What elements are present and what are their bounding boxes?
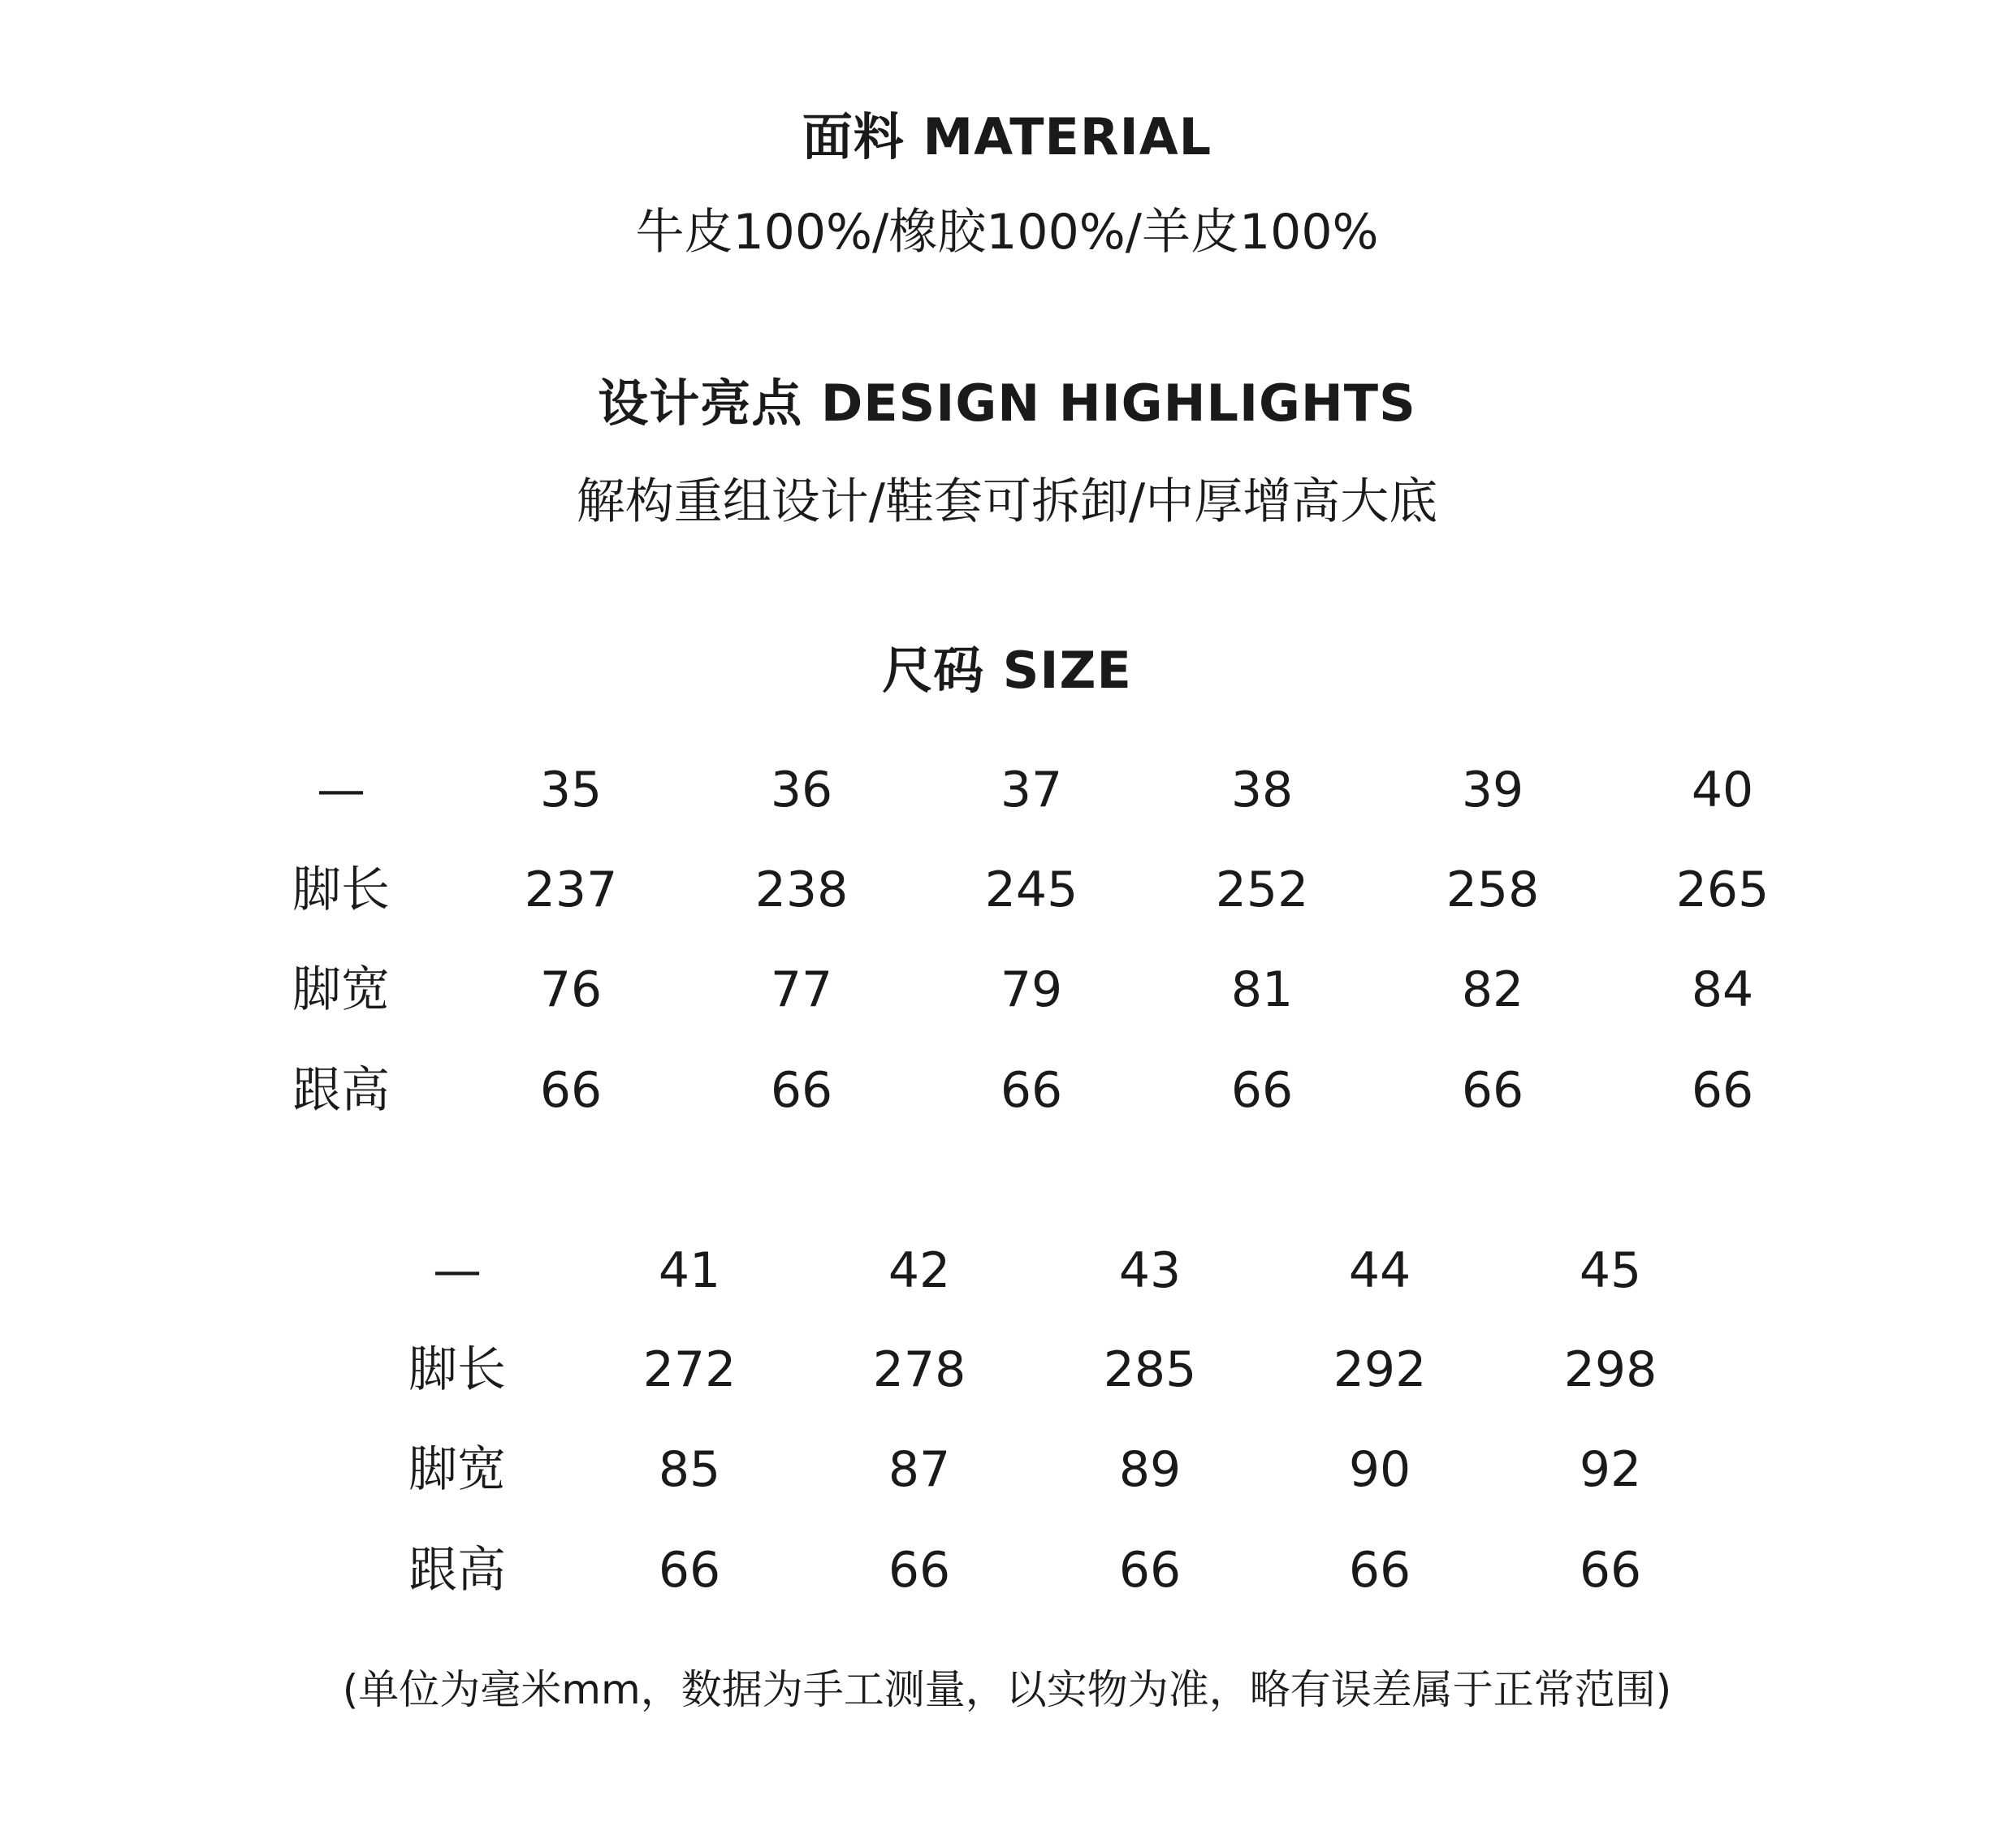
table-cell: 66: [1230, 1062, 1294, 1119]
header-cell: 37: [1000, 762, 1063, 818]
material-title: 面料 MATERIAL: [802, 107, 1212, 166]
table-cell: 79: [1000, 961, 1063, 1018]
table-cell: 265: [1675, 861, 1770, 918]
table-header-row: [0, 1242, 2014, 1303]
table-cell: 84: [1691, 961, 1754, 1018]
table-row: [0, 1542, 2014, 1603]
table-row: [0, 1341, 2014, 1402]
header-cell: 36: [770, 762, 833, 818]
table-cell: 252: [1215, 861, 1309, 918]
row-label: 脚宽: [408, 1441, 506, 1498]
row-label: 跟高: [292, 1062, 390, 1119]
header-corner: —: [317, 762, 365, 818]
table-cell: 237: [524, 861, 618, 918]
design-text: 解构重组设计/鞋套可拆卸/中厚增高大底: [576, 473, 1438, 530]
table-row: [0, 1441, 2014, 1502]
row-label: 跟高: [408, 1542, 506, 1599]
table-cell: 66: [658, 1542, 721, 1599]
table-cell: 66: [1000, 1062, 1063, 1119]
header-cell: 39: [1461, 762, 1524, 818]
header-cell: 44: [1348, 1242, 1411, 1299]
table-cell: 278: [872, 1341, 966, 1398]
material-text: 牛皮100%/橡胶100%/羊皮100%: [635, 204, 1379, 261]
table-cell: 298: [1563, 1341, 1657, 1398]
header-cell: 42: [888, 1242, 951, 1299]
table-cell: 66: [1118, 1542, 1182, 1599]
table-cell: 89: [1118, 1441, 1182, 1498]
table-cell: 245: [984, 861, 1078, 918]
table-cell: 66: [1691, 1062, 1754, 1119]
header-cell: 40: [1691, 762, 1754, 818]
table-cell: 66: [1348, 1542, 1411, 1599]
design-title: 设计亮点 DESIGN HIGHLIGHTS: [598, 373, 1416, 433]
table-cell: 66: [770, 1062, 833, 1119]
table-cell: 258: [1446, 861, 1540, 918]
table-cell: 285: [1103, 1341, 1197, 1398]
row-label: 脚长: [408, 1341, 506, 1398]
table-cell: 66: [1461, 1062, 1524, 1119]
size-title: 尺码 SIZE: [882, 641, 1132, 700]
header-corner: —: [433, 1242, 482, 1299]
table-cell: 87: [888, 1441, 951, 1498]
header-cell: 35: [539, 762, 603, 818]
table-cell: 76: [539, 961, 603, 1018]
table-cell: 90: [1348, 1441, 1411, 1498]
table-cell: 292: [1333, 1341, 1427, 1398]
table-cell: 85: [658, 1441, 721, 1498]
table-cell: 66: [1579, 1542, 1642, 1599]
row-label: 脚宽: [292, 961, 390, 1018]
header-cell: 45: [1579, 1242, 1642, 1299]
table-cell: 81: [1230, 961, 1294, 1018]
header-cell: 43: [1118, 1242, 1182, 1299]
header-cell: 41: [658, 1242, 721, 1299]
header-cell: 38: [1230, 762, 1294, 818]
table-cell: 92: [1579, 1441, 1642, 1498]
table-cell: 66: [888, 1542, 951, 1599]
row-label: 脚长: [292, 861, 390, 918]
table-cell: 272: [642, 1341, 737, 1398]
table-cell: 77: [770, 961, 833, 1018]
table-cell: 82: [1461, 961, 1524, 1018]
size-footnote: (单位为毫米mm，数据为手工测量，以实物为准，略有误差属于正常范围): [342, 1666, 1672, 1713]
table-cell: 66: [539, 1062, 603, 1119]
table-cell: 238: [754, 861, 849, 918]
